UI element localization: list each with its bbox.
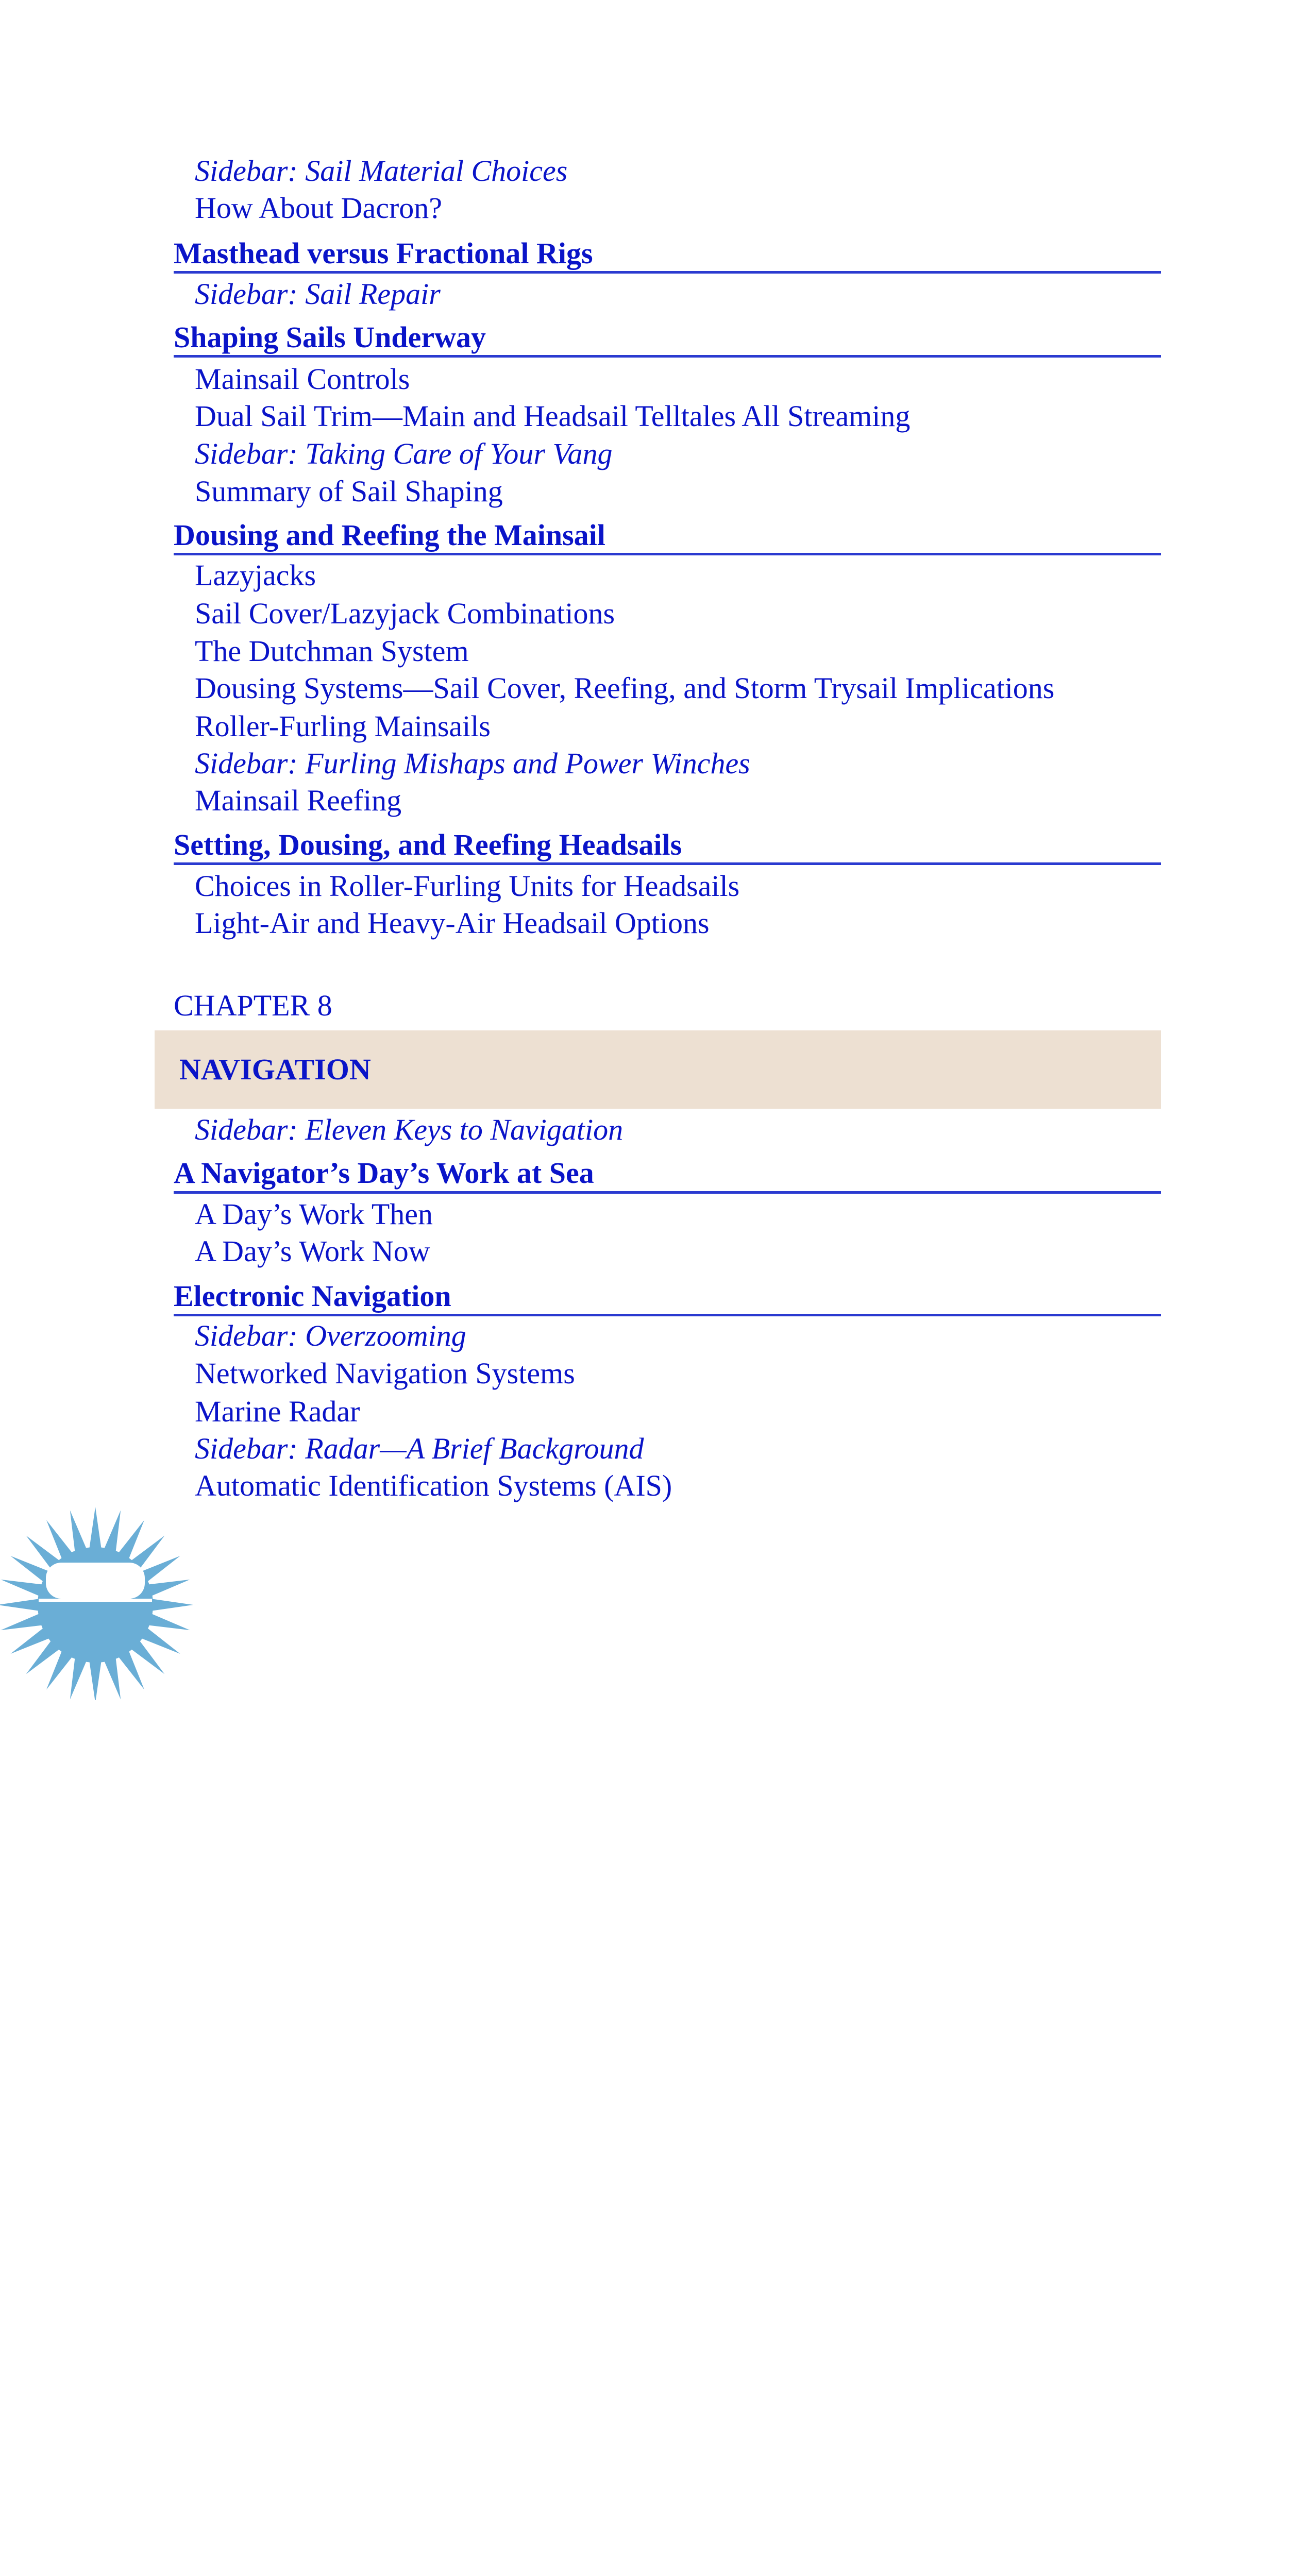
toc-entry[interactable]: A Day’s Work Now [195, 1234, 430, 1268]
toc-entry[interactable]: Sidebar: Furling Mishaps and Power Winches [195, 747, 750, 780]
toc-entry[interactable]: Sidebar: Overzooming [195, 1319, 466, 1352]
toc-entry[interactable]: The Dutchman System [195, 634, 469, 668]
toc-entry[interactable]: Marine Radar [195, 1395, 360, 1428]
watermark [0, 1504, 1314, 1700]
toc-entry[interactable]: Sidebar: Taking Care of Your Vang [195, 437, 613, 470]
toc-section-heading[interactable]: Masthead versus Fractional Rigs [174, 236, 593, 270]
sun-ray [89, 1507, 102, 1551]
toc-entry[interactable]: Choices in Roller-Furling Units for Headsails [195, 869, 740, 903]
sun-ray [89, 1658, 102, 1700]
toc-section-heading[interactable]: A Navigator’s Day’s Work at Sea [174, 1156, 594, 1190]
sun-ray [0, 1599, 42, 1612]
sun-ray [149, 1599, 193, 1612]
sun-ray [146, 1613, 190, 1630]
toc-entry[interactable]: Dousing Systems—Sail Cover, Reefing, and Storm Trysail Implications [195, 671, 1055, 705]
chapter-label: CHAPTER 8 [174, 989, 332, 1022]
toc-entry[interactable]: Sidebar: Eleven Keys to Navigation [195, 1113, 624, 1146]
sun-icon [0, 1504, 206, 1700]
toc-entry[interactable]: Mainsail Reefing [195, 784, 402, 817]
toc-entry[interactable]: Summary of Sail Shaping [195, 474, 503, 508]
toc-entry[interactable]: How About Dacron? [195, 191, 443, 225]
toc-entry[interactable]: Dual Sail Trim—Main and Headsail Telltales All Streaming [195, 399, 911, 433]
sun-ray [103, 1655, 121, 1700]
sun-ray [1, 1613, 45, 1630]
toc-section-heading[interactable]: Dousing and Reefing the Mainsail [174, 518, 605, 552]
section-rule [174, 862, 1161, 865]
chapter-title[interactable]: NAVIGATION [179, 1053, 371, 1086]
toc-section-heading[interactable]: Setting, Dousing, and Reefing Headsails [174, 828, 682, 861]
sun-ray [70, 1655, 88, 1700]
toc-entry[interactable]: Sidebar: Sail Repair [195, 277, 441, 311]
sun-ray [1, 1580, 45, 1597]
sun-ray [70, 1510, 88, 1554]
toc-section-heading[interactable]: Shaping Sails Underway [174, 320, 486, 354]
toc-entry[interactable]: Sail Cover/Lazyjack Combinations [195, 597, 615, 630]
toc-entry[interactable]: Roller-Furling Mainsails [195, 709, 491, 743]
toc-entry[interactable]: A Day’s Work Then [195, 1197, 433, 1231]
section-rule [174, 1314, 1161, 1316]
section-rule [174, 553, 1161, 555]
toc-entry[interactable]: Sidebar: Sail Material Choices [195, 154, 568, 188]
section-rule [174, 1191, 1161, 1194]
toc-entry[interactable]: Sidebar: Radar—A Brief Background [195, 1432, 644, 1465]
section-rule [174, 271, 1161, 274]
toc-entry[interactable]: Light-Air and Heavy-Air Headsail Options [195, 906, 710, 940]
section-rule [174, 355, 1161, 358]
toc-entry[interactable]: Automatic Identification Systems (AIS) [195, 1469, 672, 1502]
toc-entry[interactable]: Mainsail Controls [195, 362, 410, 396]
toc-section-heading[interactable]: Electronic Navigation [174, 1279, 451, 1313]
toc-entry[interactable]: Lazyjacks [195, 558, 316, 592]
sun-ray [103, 1510, 121, 1554]
toc-entry[interactable]: Networked Navigation Systems [195, 1357, 575, 1390]
sun-ray [146, 1580, 190, 1597]
